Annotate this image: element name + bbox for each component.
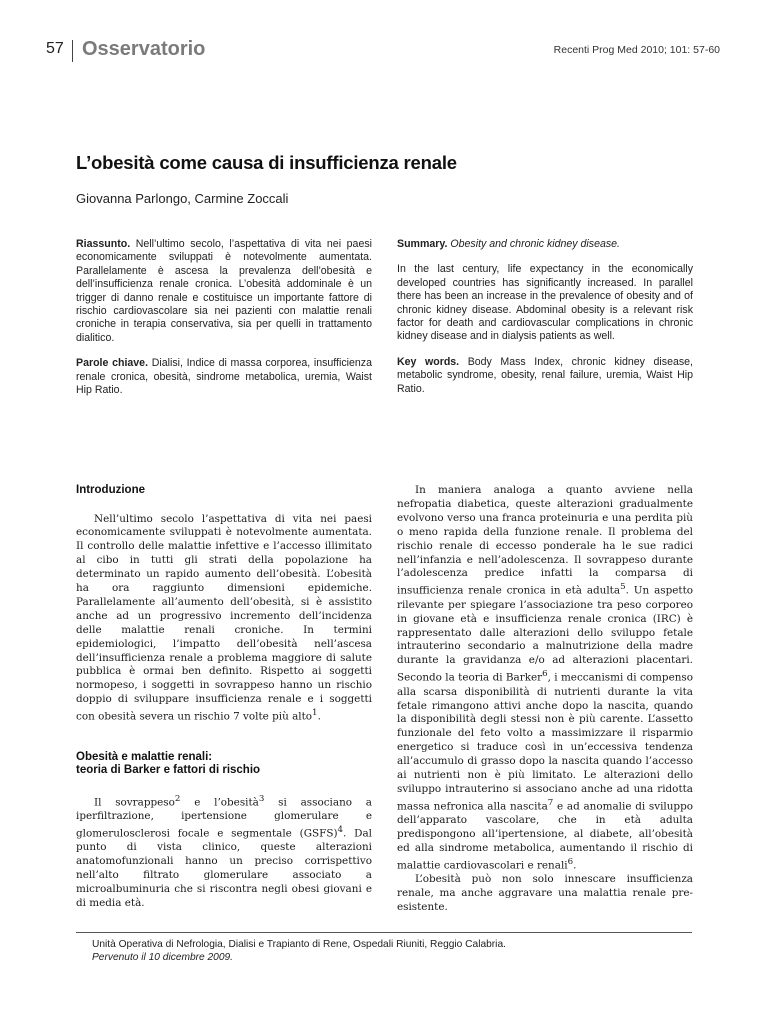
section2-heading-line2: teoria di Barker e fattori di rischio (76, 764, 261, 777)
citation-ref: 4 (337, 824, 344, 835)
right-text-a: In maniera analoga a quanto avviene nella nefropatia diabetica, queste alterazioni gradualmente evolvono verso una franca proteinuria e una perdita più o meno rapida della funzione renale. Il problema del rischio renale di eccesso ponderale ha le sue radici nell’infanzia e nell’adolescenza. Il sovrappeso durante l’adolescenza predice infatti la comparsa di insufficienza renale cronica in età adulta (397, 484, 693, 597)
section-title: Osservatorio (82, 38, 206, 60)
citation-ref: 6 (542, 669, 548, 680)
right-paragraph-1 (397, 484, 693, 873)
footnote (92, 938, 506, 964)
abstract-it-text: Nell’ultimo secolo, l’aspettativa di vita nei paesi economicamente sviluppati è notevolmente aumentata. Parallelamente è ascesa la prevalenza dell’obesità e dell’insufficienza renale cronica. L’obesità addominale è un trigger di danno renale e costituisce un importante fattore di rischio cardiovascolare sia nei pazienti con malattie renali croniche in terapia conservativa, sia per quelli in trattamento dialitico. (76, 238, 372, 344)
intro-text: Nell’ultimo secolo l’aspettativa di vita nei paesi economicamente sviluppati è notevolmente aumentata. Il controllo delle malattie infettive e l’accesso illimitato al cibo in tutti gli strati della popolazione ha determinato un rapido aumento dell’obesità. L’obesità ha ora raggiunto dimensioni epidemiche. Parallelamente all’aumento dell’obesità, si è assistito anche ad un progressivo incremento dell’incidenza delle malattie renali croniche. In termini epidemiologici, l’impatto dell’obesità nell’ascesa dell’insufficienza renale a problema maggiore di salute pubblica è ormai ben definito. Rispetto ai soggetti normopeso, i soggetti in sovrappeso hanno un rischio doppio di sviluppare insufficienza renale e i soggetti con obesità severa un rischio 7 volte più alto (76, 512, 372, 723)
section2-heading-line1: Obesità e malattie renali: (76, 750, 213, 763)
article-title: L’obesità come causa di insufficienza renale (76, 152, 457, 173)
footnote-rule (76, 932, 692, 933)
abstract-it-paragraph (76, 238, 372, 345)
affiliation: Unità Operativa di Nefrologia, Dialisi e Trapianto di Rene, Ospedali Riuniti, Reggio Calabria. (92, 939, 506, 950)
section2-text-d: . Dal punto di vista clinico, queste alterazioni anatomofunzionali hanno un preciso corrispettivo nell’alto filtrato glomerulare associato a microalbuminuria che si riscontra negli obesi giovani e di media età. (76, 827, 372, 909)
abstract-en-text: In the last century, life expectancy in the economically developed countries has significantly increased. In parallel there has been an increase in the prevalence of obesity and of chronic kidney disease. Abdominal obesity is a relevant risk factor for death and cardiovascular complications in chronic kidney disease and in dialysis patients as well. (397, 263, 693, 343)
right-text-e: . (573, 859, 577, 872)
journal-citation: Recenti Prog Med 2010; 101: 57-60 (553, 44, 720, 56)
abstract-italian (76, 238, 372, 409)
citation-ref: 2 (174, 793, 181, 804)
intro-heading: Introduzione (76, 484, 145, 496)
right-text-c: , i meccanismi di compenso alla scarsa disponibilità di nutrienti durante la vita fetale rimangono attivi anche dopo la nascita, quando la disponibilità degli stessi non è più carente. L’assetto funzionale del feto volto a massimizzare il risparmio energetico si traduce così in un’eccessiva tendenza all’accumulo di grasso dopo la nascita quando l’accesso ai nutrienti non è più limitato. Le alterazioni dello sviluppo intrauterino si associano anche ad una ridotta massa nefronica alla nascita (397, 671, 693, 813)
body-column-left (76, 484, 372, 911)
citation-ref: 5 (620, 582, 626, 593)
intro-text-end: . (317, 710, 321, 723)
section2-text-b: e l’obesità (180, 796, 259, 809)
right-paragraph-2: L’obesità può non solo innescare insufficienza renale, ma anche aggravare una malattia renale pre-esistente. (397, 873, 693, 914)
article-authors: Giovanna Parlongo, Carmine Zoccali (76, 191, 289, 206)
citation-ref: 1 (312, 708, 318, 719)
abstract-it-label: Riassunto. (76, 238, 131, 250)
abstract-en-subtitle: Obesity and chronic kidney disease. (450, 238, 620, 250)
received-date: Pervenuto il 10 dicembre 2009. (92, 952, 234, 963)
section2-paragraph (76, 793, 372, 911)
header-divider (72, 40, 73, 62)
right-text-d: e ad anomalie di sviluppo dell’apparato vascolare, che in età adulta predispongono all’ipertensione, al diabete, all’obesità ed alla sindrome metabolica, aumentando il rischio di malattie cardiovascolari e renali (397, 800, 693, 872)
keywords-it-text: Dialisi, Indice di massa corporea, insufficienza renale cronica, obesità, sindrome metabolica, uremia, Waist Hip Ratio. (76, 357, 372, 397)
citation-ref: 3 (258, 793, 265, 804)
section2-text-c: si associano a iperfiltrazione, ipertensione glomerulare e glomerulosclerosi focale e segmentale (GSFS) (76, 796, 373, 840)
running-header (42, 38, 726, 68)
page-number: 57 (46, 40, 64, 57)
abstract-english (397, 238, 693, 408)
right-text-b: . Un aspetto rilevante per spiegare l’associazione tra peso corporeo in giovane età e insufficienza renale cronica (IRC) è rappresentato dalle alterazioni dello sviluppo fetale intrauterino secondario a malnutrizione della madre durante la gravidanza e/o ad alterazioni placentari. Secondo la teoria di Barker (397, 584, 693, 684)
keywords-en-text: Body Mass Index, chronic kidney disease, metabolic syndrome, obesity, renal failure, uremia, Waist Hip Ratio. (397, 355, 693, 395)
section2-heading (76, 751, 372, 778)
body-column-right (397, 484, 693, 915)
intro-paragraph (76, 513, 372, 725)
keywords-it-label: Parole chiave. (76, 357, 149, 370)
abstract-en-label: Summary. (397, 238, 448, 250)
keywords-en-paragraph (397, 356, 693, 396)
abstract-en-heading (397, 238, 693, 251)
section2-text-a: Il sovrappeso (94, 796, 175, 809)
keywords-it-paragraph (76, 357, 372, 397)
keywords-en-label: Key words. (397, 355, 460, 368)
citation-ref: 7 (547, 797, 554, 808)
citation-ref: 6 (567, 856, 574, 867)
